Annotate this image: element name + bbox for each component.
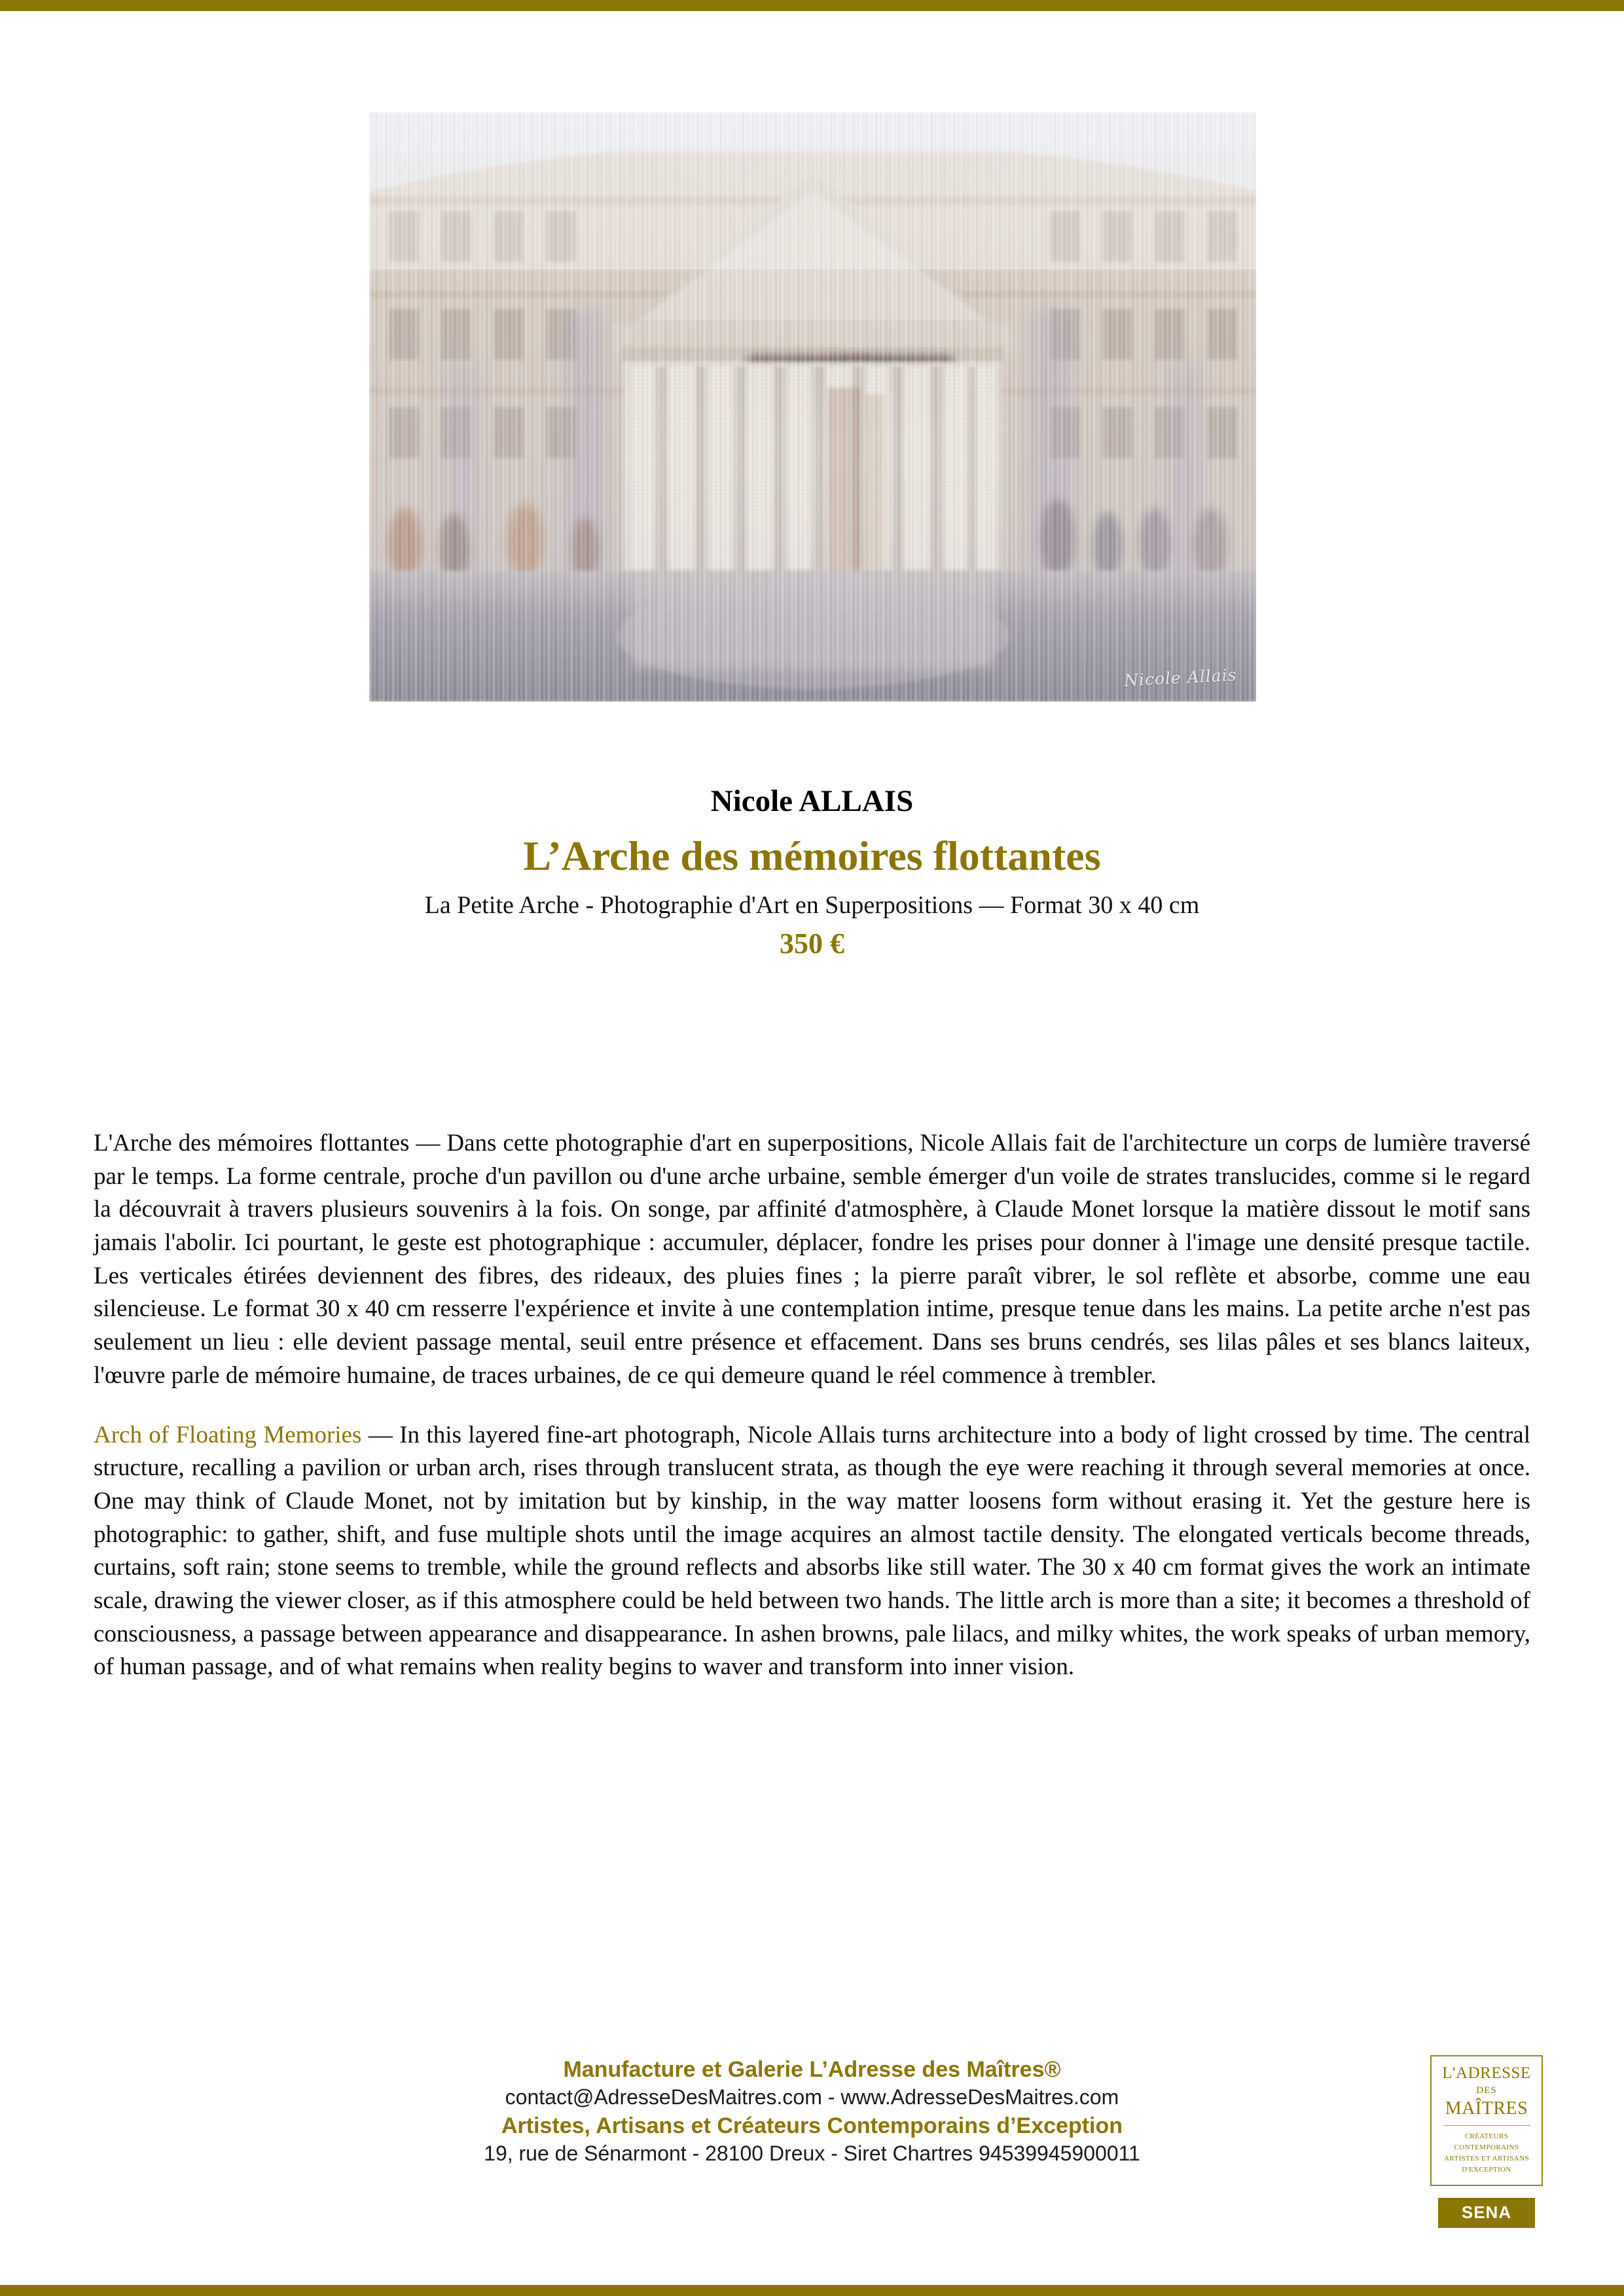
brand-sub-2: ARTISTES ET ARTISANS: [1444, 2154, 1529, 2162]
artist-signature: Nicole Allais: [1123, 665, 1237, 691]
artwork-title: L’Arche des mémoires flottantes: [523, 833, 1101, 880]
footer-contact[interactable]: contact@AdresseDesMaitres.com - www.AdresseDesMaitres.com: [505, 2085, 1119, 2109]
brand-logo-box: [1430, 2055, 1543, 2186]
artwork-image: [369, 113, 1256, 702]
artwork-illustration: [369, 113, 1256, 702]
brand-sub-3: D'EXCEPTION: [1462, 2165, 1511, 2174]
artwork-subtitle: La Petite Arche - Photographie d'Art en Superpositions — Format 30 x 40 cm: [424, 891, 1200, 920]
bottom-gold-rule: [0, 2285, 1624, 2296]
paragraph-english-lead: Arch of Floating Memories: [94, 1421, 362, 1448]
description-body: [94, 1127, 1530, 1684]
footer-company-name: Manufacture et Galerie L’Adresse des Maîtres®: [563, 2057, 1061, 2082]
artwork-price: 350 €: [780, 927, 844, 960]
paragraph-french-lead: L'Arche des mémoires flottantes: [94, 1130, 410, 1157]
footer-address: 19, rue de Sénarmont - 28100 Dreux - Siret Chartres 94539945900011: [484, 2141, 1140, 2165]
paragraph-english: [94, 1419, 1530, 1685]
brand-divider: [1443, 2125, 1530, 2126]
paragraph-french-text: — Dans cette photographie d'art en superpositions, Nicole Allais fait de l'architecture un corps de lumière traversé par le temps. La forme centrale, proche d'un pavillon ou d'une arche urbaine, semble émerger d'un voile de strates translucides, comme si le regard la découvrait à travers plusieurs souvenirs à la fois. On songe, par affinité d'atmosphère, à Claude Monet lorsque la matière dissout le motif sans jamais l'abolir. Ici pourtant, le geste est photographique : accumuler, déplacer, fondre les prises pour donner à l'image une densité presque tactile. Les verticales étirées deviennent des fibres, des rideaux, des pluies fines ; la pierre paraît vibrer, le sol reflète et absorbe, comme une eau silencieuse. Le format 30 x 40 cm resserre l'expérience et invite à une contemplation intime, presque tenue dans les mains. La petite arche n'est pas seulement un lieu : elle devient passage mental, seuil entre présence et effacement. Dans ses bruns cendrés, ses lilas pâles et ses blancs laiteux, l'œuvre parle de mémoire humaine, de traces urbaines, de ce qui demeure quand le réel commence à trembler.: [94, 1130, 1530, 1389]
brand-line-1: L'ADRESSE: [1442, 2064, 1531, 2082]
paragraph-french: [94, 1127, 1530, 1393]
brandmark: [1430, 2055, 1543, 2228]
title-block: [0, 783, 1624, 961]
top-gold-rule: [0, 0, 1624, 11]
brand-line-2: DES: [1476, 2085, 1497, 2096]
artist-name: Nicole ALLAIS: [710, 784, 914, 818]
footer: [0, 2055, 1624, 2168]
paragraph-english-text: — In this layered fine-art photograph, Nicole Allais turns architecture into a body of light crossed by time. The central structure, recalling a pavilion or urban arch, rises through translucent strata, as though the eye were reaching it through several memories at once. One may think of Claude Monet, not by imitation but by kinship, in the way matter loosens form without erasing it. Yet the gesture here is photographic: to gather, shift, and fuse multiple shots until the image acquires an almost tactile density. The elongated verticals become threads, curtains, soft rain; stone seems to tremble, while the ground reflects and absorbs like still water. The 30 x 40 cm format gives the work an intimate scale, drawing the viewer closer, as if this atmosphere could be held between two hands. The little arch is more than a site; it becomes a threshold of consciousness, a passage between appearance and disappearance. In ashen browns, pale lilacs, and milky whites, the work speaks of urban memory, of human passage, and of what remains when reality begins to waver and transform into inner vision.: [94, 1421, 1530, 1681]
sena-badge: SENA: [1438, 2198, 1535, 2228]
footer-tagline: Artistes, Artisans et Créateurs Contemporains d’Exception: [501, 2113, 1123, 2138]
brand-line-3: MAÎTRES: [1445, 2098, 1528, 2119]
brand-sub-1: CRÉATEURS CONTEMPORAINS: [1454, 2132, 1519, 2151]
